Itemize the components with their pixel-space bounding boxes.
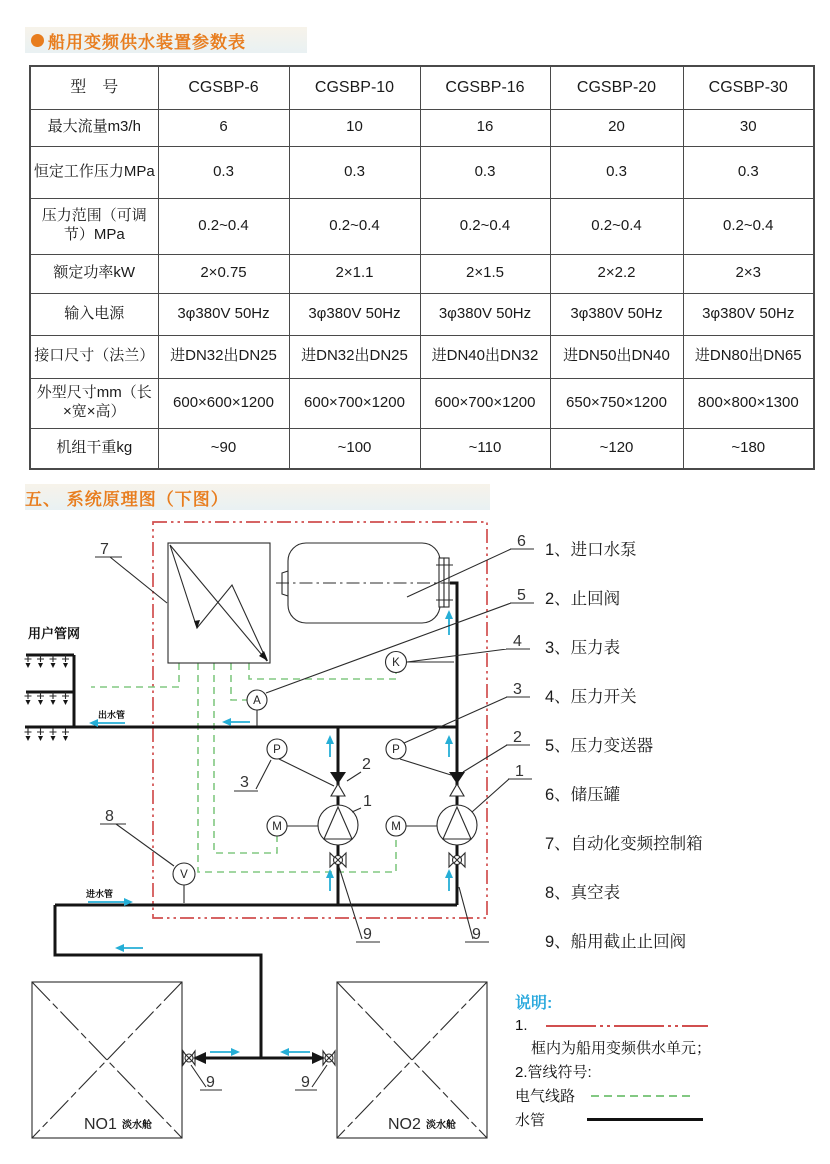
table-header-cell: 型 号	[30, 66, 158, 109]
callout-2: 2	[513, 729, 522, 746]
callout-1: 1	[363, 793, 372, 810]
table-row-label: 接口尺寸（法兰）	[30, 335, 158, 378]
callout-1: 1	[515, 763, 524, 780]
table-cell: ~90	[158, 428, 289, 469]
tank-valve-right	[312, 1051, 335, 1065]
tank-valve-left	[183, 1051, 206, 1065]
inlet-pipe-label: 进水管	[86, 889, 114, 899]
table-cell: 10	[289, 109, 420, 146]
table-cell: 3φ380V 50Hz	[289, 293, 420, 335]
outlet-pipe-label: 出水管	[98, 710, 126, 720]
table-cell: 0.2~0.4	[683, 198, 814, 254]
table-row	[30, 109, 814, 146]
pressure-gauge-right	[386, 739, 451, 775]
electric-line-label: 电气线路	[515, 1088, 576, 1105]
parameter-table	[29, 65, 815, 470]
pressure-gauge-left	[267, 739, 334, 786]
table-cell: 2×3	[683, 254, 814, 293]
table-cell: 进DN50出DN40	[550, 335, 683, 378]
table-cell: 800×800×1300	[683, 378, 814, 428]
table-row	[30, 428, 814, 469]
red-frame-line-sample	[546, 1025, 708, 1027]
legend-item: 7、自动化变频控制箱	[545, 835, 703, 853]
pump-left	[318, 805, 358, 845]
table-row	[30, 254, 814, 293]
fresh-water-tank-2	[337, 982, 487, 1138]
table-cell: 0.2~0.4	[420, 198, 550, 254]
table-cell: ~110	[420, 428, 550, 469]
notes-block	[515, 990, 815, 1133]
table-row-label: 压力范围（可调节）MPa	[30, 198, 158, 254]
table-cell: 600×700×1200	[420, 378, 550, 428]
table-cell: 2×1.5	[420, 254, 550, 293]
vacuum-gauge-symbol: V	[180, 869, 188, 881]
legend-item: 8、真空表	[545, 884, 621, 902]
table-row-label: 输入电源	[30, 293, 158, 335]
table-cell: 0.3	[683, 146, 814, 198]
table-row-label: 恒定工作压力MPa	[30, 146, 158, 198]
user-network-label: 用户管网	[28, 626, 81, 641]
pressure-transmitter	[247, 690, 267, 726]
table-cell: 0.3	[420, 146, 550, 198]
table-row-label: 机组干重kg	[30, 428, 158, 469]
electric-line-sample	[591, 1095, 691, 1097]
table-header-cell: CGSBP-20	[550, 66, 683, 109]
table-cell: 3φ380V 50Hz	[420, 293, 550, 335]
callout-9: 9	[301, 1074, 310, 1091]
table-row	[30, 378, 814, 428]
fresh-water-tank-1	[32, 982, 182, 1138]
table-cell: 0.2~0.4	[158, 198, 289, 254]
section-title-parameters	[25, 27, 307, 53]
table-cell: 2×0.75	[158, 254, 289, 293]
table-cell: 2×1.1	[289, 254, 420, 293]
section-title-text: 五、 系统原理图（下图）	[25, 489, 229, 509]
table-cell: 6	[158, 109, 289, 146]
pressure-switch-symbol: K	[392, 657, 400, 669]
callout-4: 4	[513, 633, 522, 650]
callout-3: 3	[240, 774, 249, 791]
legend-item: 6、储压罐	[545, 786, 621, 804]
notes-title: 说明:	[515, 995, 553, 1012]
callout-9: 9	[472, 926, 481, 943]
stop-check-valve-left	[330, 853, 346, 867]
table-cell: 0.2~0.4	[550, 198, 683, 254]
table-cell: 进DN80出DN65	[683, 335, 814, 378]
table-row-label: 外型尺寸mm（长×宽×高）	[30, 378, 158, 428]
water-pipe-label: 水管	[515, 1112, 546, 1129]
tank1-name: 淡水舱	[122, 1120, 152, 1131]
motor-symbol: M	[391, 821, 401, 833]
table-cell: 0.3	[158, 146, 289, 198]
callout-5: 5	[517, 587, 526, 604]
table-header-cell: CGSBP-6	[158, 66, 289, 109]
legend-item: 3、压力表	[545, 639, 621, 657]
stop-check-valve-right	[449, 853, 465, 867]
bullet-icon	[31, 34, 44, 47]
table-cell: ~120	[550, 428, 683, 469]
section-title-schematic	[25, 484, 490, 510]
table-cell: 600×700×1200	[289, 378, 420, 428]
table-row	[30, 146, 814, 198]
motor-left	[267, 816, 287, 836]
callout-3: 3	[513, 681, 522, 698]
table-row-label: 最大流量m3/h	[30, 109, 158, 146]
check-valve-right	[449, 772, 465, 796]
table-cell: 0.3	[289, 146, 420, 198]
notes-item1-text: 框内为船用变频供水单元；	[531, 1040, 712, 1057]
pressure-gauge-symbol: P	[273, 744, 281, 756]
table-cell: ~180	[683, 428, 814, 469]
callout-8: 8	[105, 808, 114, 825]
callout-7: 7	[100, 541, 109, 558]
callout-2: 2	[362, 756, 371, 773]
table-cell: 进DN32出DN25	[289, 335, 420, 378]
pump-right	[437, 805, 477, 845]
legend-item: 2、止回阀	[545, 590, 621, 608]
legend-item: 9、船用截止止回阀	[545, 933, 687, 951]
table-cell: 30	[683, 109, 814, 146]
table-header-cell: CGSBP-30	[683, 66, 814, 109]
legend-item: 1、进口水泵	[545, 541, 637, 559]
callout-6: 6	[517, 533, 526, 550]
motor-right	[386, 816, 406, 836]
pressure-tank	[276, 543, 453, 623]
pressure-switch	[386, 652, 455, 673]
table-header-row	[30, 66, 814, 109]
table-cell: 0.2~0.4	[289, 198, 420, 254]
table-row-label: 额定功率kW	[30, 254, 158, 293]
callout-9: 9	[206, 1074, 215, 1091]
table-cell: 进DN40出DN32	[420, 335, 550, 378]
table-cell: 3φ380V 50Hz	[683, 293, 814, 335]
water-pipe-line-sample	[587, 1118, 703, 1121]
motor-symbol: M	[272, 821, 282, 833]
check-valve-left	[330, 772, 346, 796]
callout-9: 9	[363, 926, 372, 943]
table-cell: 3φ380V 50Hz	[158, 293, 289, 335]
vacuum-gauge	[173, 863, 195, 903]
table-cell: ~100	[289, 428, 420, 469]
legend-item: 4、压力开关	[545, 688, 637, 706]
table-row	[30, 198, 814, 254]
table-cell: 3φ380V 50Hz	[550, 293, 683, 335]
legend-list	[545, 540, 703, 951]
table-header-cell: CGSBP-10	[289, 66, 420, 109]
pressure-gauge-symbol: P	[392, 744, 400, 756]
table-cell: 进DN32出DN25	[158, 335, 289, 378]
notes-item2-label: 2.管线符号:	[515, 1064, 592, 1081]
tank1-number: NO1	[84, 1116, 117, 1133]
control-box	[168, 543, 270, 663]
table-cell: 2×2.2	[550, 254, 683, 293]
table-cell: 16	[420, 109, 550, 146]
table-cell: 650×750×1200	[550, 378, 683, 428]
table-row	[30, 335, 814, 378]
table-cell: 20	[550, 109, 683, 146]
tank2-name: 淡水舱	[426, 1120, 456, 1131]
table-cell: 600×600×1200	[158, 378, 289, 428]
transmitter-symbol: A	[253, 695, 261, 707]
table-row	[30, 293, 814, 335]
section-title-text: 船用变频供水装置参数表	[48, 32, 246, 52]
legend-item: 5、压力变送器	[545, 737, 654, 755]
tank2-number: NO2	[388, 1116, 421, 1133]
table-cell: 0.3	[550, 146, 683, 198]
notes-item1-number: 1.	[515, 1017, 528, 1034]
table-header-cell: CGSBP-16	[420, 66, 550, 109]
